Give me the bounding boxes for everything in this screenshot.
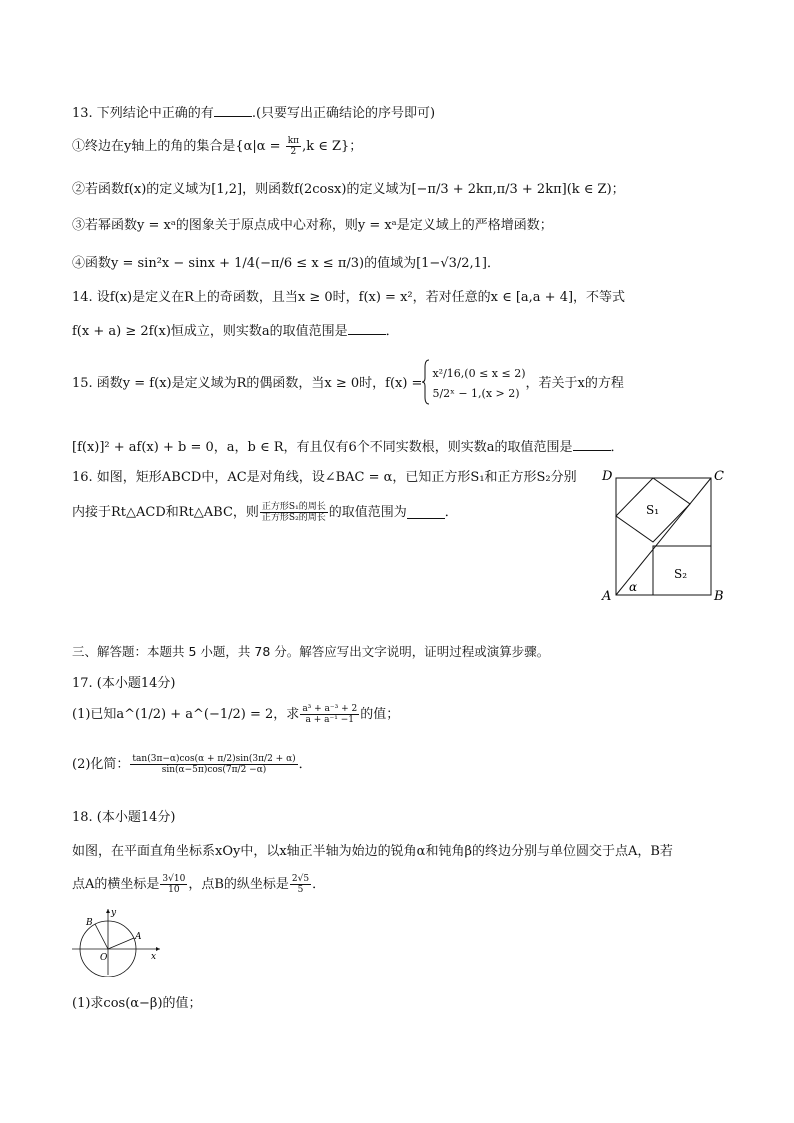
q14-line2-end: ． (385, 324, 399, 339)
a-x-fraction (160, 874, 187, 895)
label-a: A (135, 932, 142, 942)
s1-den: 2 (290, 147, 297, 157)
q17-p1-num: a³ + a⁻³ + 2 (302, 704, 358, 714)
q16-frac-num: 正方形S₁的周长 (261, 502, 326, 512)
q18-part-1: (1)求cos(α−β)的值； (72, 996, 202, 1011)
q13-statement-3: ③若幂函数y = xᵃ的图象关于原点成中心对称，则y = xᵃ是定义域上的严格增函数； (72, 218, 553, 233)
b-y-den: 5 (297, 885, 304, 895)
rectangle-figure (596, 466, 726, 606)
b-y-fraction (290, 874, 311, 895)
label-c: C (714, 469, 724, 484)
q17-p2-den: sin(α−5π)cos(7π/2 −α) (161, 765, 267, 775)
q17-p2-post: ． (298, 756, 312, 772)
unit-circle-figure (68, 905, 168, 977)
case-2: 5/2ˣ − 1,(x > 2) (432, 387, 520, 400)
q15-line2-text: [f(x)]² + af(x) + b = 0，a，b ∈ R，有且仅有6个不同实数根，则实数a的取值范围是 (72, 440, 573, 455)
q17-head: 17. (本小题14分) (72, 676, 176, 691)
answer-blank (407, 506, 445, 519)
q16-line2-end: ． (444, 504, 458, 520)
q16-line2-post: 的取值范围为 (328, 504, 407, 520)
q17-p1-post: 的值； (360, 706, 400, 722)
q14-line-1: 14. 设f(x)是定义在R上的奇函数，且当x ≥ 0时，f(x) = x²，若对任意的x ∈ [a,a + 4]，不等式 (72, 290, 626, 305)
q15-post: ，若关于x的方程 (525, 376, 624, 391)
s1-fraction (286, 136, 301, 157)
answer-blank (573, 438, 611, 451)
q15-line-1 (72, 360, 624, 408)
q13-statement-2: ②若函数f(x)的定义域为[1,2]，则函数f(2cosx)的定义域为[−π/3 + 2kπ,π/3 + 2kπ](k ∈ Z)； (72, 182, 625, 197)
a-x-den: 10 (168, 885, 180, 895)
q18-line2-pre: 点A的横坐标是 (72, 876, 160, 892)
q17-p2-pre: (2)化简： (72, 756, 130, 772)
q15-pre: 15. 函数y = f(x)是定义域为R的偶函数，当x ≥ 0时，f(x) = (72, 376, 423, 391)
q15-line-2 (72, 438, 624, 456)
label-o: O (100, 953, 108, 963)
q17-p2-fraction (130, 754, 297, 775)
q18-line2-mid: ，点B的纵坐标是 (188, 876, 289, 892)
label-d: D (602, 469, 613, 484)
q14-line-2 (72, 322, 399, 340)
answer-blank (214, 104, 252, 117)
q16-line-2 (72, 502, 458, 523)
q13-title-text: 13. 下列结论中正确的有 (72, 106, 214, 121)
q15-line2-end: ． (610, 440, 624, 455)
section-3-heading: 三、解答题：本题共 5 小题，共 78 分。解答应写出文字说明，证明过程或演算步骤。 (72, 644, 550, 659)
label-a: A (602, 589, 612, 604)
q13-title-after: .(只要写出正确结论的序号即可) (251, 106, 436, 121)
q13-statement-1 (72, 136, 362, 157)
a-x-num: 3√10 (162, 874, 186, 884)
q16-line-1: 16. 如图，矩形ABCD中，AC是对角线，设∠BAC = α，已知正方形S₁和正方形S₂分别 (72, 470, 577, 485)
q18-head: 18. (本小题14分) (72, 810, 176, 825)
q17-p2-num: tan(3π−α)cos(α + π/2)sin(3π/2 + α) (132, 754, 296, 764)
q18-line-2 (72, 874, 325, 895)
q18-line2-end: ． (312, 876, 326, 892)
label-b: B (86, 918, 93, 928)
label-s1: S₁ (646, 503, 660, 517)
q17-p1-den: a + a⁻¹ −1 (305, 715, 355, 725)
piecewise-cases (432, 364, 525, 404)
label-alpha: α (629, 580, 638, 594)
q13-title (72, 104, 435, 122)
q16-frac-den: 正方形S₂的周长 (261, 513, 326, 523)
answer-blank (348, 322, 386, 335)
q17-p1-fraction (300, 704, 359, 725)
case-1: x²/16,(0 ≤ x ≤ 2) (432, 367, 526, 380)
q17-p1-pre: (1)已知a^(1/2) + a^(−1/2) = 2，求 (72, 706, 300, 722)
piecewise-brace (422, 359, 430, 410)
q18-line-1: 如图，在平面直角坐标系xOy中，以x轴正半轴为始边的锐角α和钝角β的终边分别与单位圆交于点A，B若 (72, 844, 673, 859)
s1-num: kπ (287, 136, 300, 146)
label-x: x (151, 952, 157, 962)
label-b: B (714, 589, 724, 604)
s1-post: ,k ∈ Z}； (302, 139, 363, 154)
q17-part-2 (72, 754, 312, 775)
q13-statement-4: ④函数y = sin²x − sinx + 1/4(−π/6 ≤ x ≤ π/3)的值域为[1−√3/2,1]． (72, 256, 501, 271)
q16-line2-pre: 内接于Rt△ACD和Rt△ABC，则 (72, 504, 259, 520)
q17-part-1 (72, 704, 399, 725)
label-s2: S₂ (674, 567, 688, 581)
q14-line2-text: f(x + a) ≥ 2f(x)恒成立，则实数a的取值范围是 (72, 324, 348, 339)
s1-pre: ①终边在y轴上的角的集合是{α|α = (72, 139, 285, 154)
q16-fraction (260, 502, 328, 523)
b-y-num: 2√5 (291, 874, 310, 884)
label-y: y (111, 908, 117, 918)
